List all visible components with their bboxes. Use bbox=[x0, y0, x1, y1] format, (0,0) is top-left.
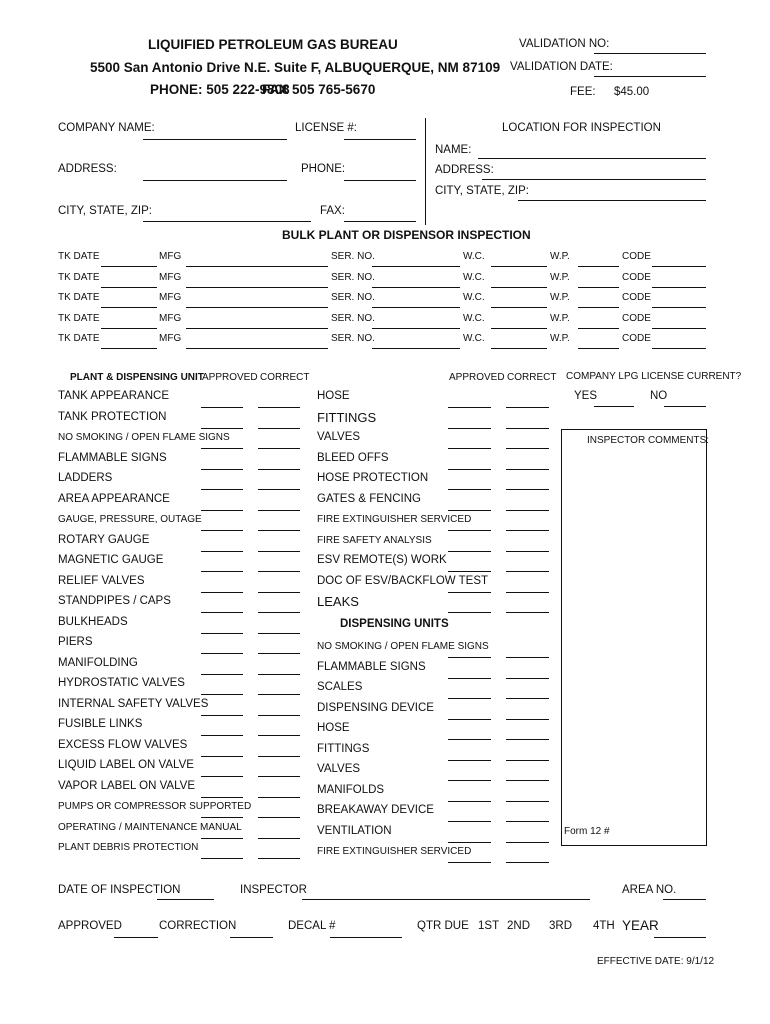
validation-date-field[interactable] bbox=[594, 76, 706, 77]
code-field[interactable] bbox=[652, 266, 706, 267]
left-item-correct-field[interactable] bbox=[258, 817, 300, 818]
right-item-approved-field[interactable] bbox=[448, 530, 491, 531]
right-item-approved-field[interactable] bbox=[448, 407, 491, 408]
dispensing-item-label: NO SMOKING / OPEN FLAME SIGNS bbox=[317, 641, 489, 652]
validation-no-label: VALIDATION NO: bbox=[519, 38, 610, 50]
inspector-field[interactable] bbox=[302, 899, 590, 900]
left-item-label: EXCESS FLOW VALVES bbox=[58, 738, 188, 751]
wc-field[interactable] bbox=[491, 287, 547, 288]
dispensing-item-label: HOSE bbox=[317, 722, 350, 734]
left-item-label: NO SMOKING / OPEN FLAME SIGNS bbox=[58, 432, 230, 443]
dispensing-item-correct-field[interactable] bbox=[506, 842, 549, 843]
dispensing-item-approved-field[interactable] bbox=[448, 780, 491, 781]
wc-label: W.C. bbox=[463, 312, 485, 324]
left-item-label: GAUGE, PRESSURE, OUTAGE bbox=[58, 514, 202, 525]
right-item-correct-field[interactable] bbox=[506, 407, 549, 408]
company-csz-label: CITY, STATE, ZIP: bbox=[58, 205, 152, 217]
wc-label: W.C. bbox=[463, 333, 485, 344]
license-field[interactable] bbox=[344, 139, 416, 140]
left-item-correct-field[interactable] bbox=[258, 428, 300, 429]
left-item-correct-field[interactable] bbox=[258, 510, 300, 511]
company-address-label: ADDRESS: bbox=[58, 163, 117, 175]
area-no-label: AREA NO. bbox=[622, 884, 677, 896]
right-item-correct-field[interactable] bbox=[506, 612, 549, 613]
company-fax-label: FAX: bbox=[320, 205, 345, 217]
ser-no-label: SER. NO. bbox=[331, 251, 375, 262]
mfg-field[interactable] bbox=[186, 328, 328, 329]
form-12-label: Form 12 # bbox=[564, 826, 610, 837]
left-item-approved-field[interactable] bbox=[201, 756, 243, 757]
left-item-correct-field[interactable] bbox=[258, 592, 300, 593]
bulk-title: BULK PLANT OR DISPENSOR INSPECTION bbox=[282, 228, 531, 242]
left-item-correct-field[interactable] bbox=[258, 858, 300, 859]
dispensing-item-correct-field[interactable] bbox=[506, 801, 549, 802]
dispensing-item-approved-field[interactable] bbox=[448, 821, 491, 822]
approved-header-right: APPROVED bbox=[449, 372, 505, 383]
left-item-approved-field[interactable] bbox=[201, 448, 243, 449]
fee-label: FEE: bbox=[570, 86, 596, 98]
left-item-label: OPERATING / MAINTENANCE MANUAL bbox=[58, 821, 242, 833]
license-no-label: NO bbox=[650, 390, 668, 402]
mfg-field[interactable] bbox=[186, 266, 328, 267]
left-item-correct-field[interactable] bbox=[258, 715, 300, 716]
left-item-label: FUSIBLE LINKS bbox=[58, 718, 143, 730]
dispensing-item-approved-field[interactable] bbox=[448, 657, 491, 658]
left-item-correct-field[interactable] bbox=[258, 571, 300, 572]
dispensing-item-approved-field[interactable] bbox=[448, 760, 491, 761]
area-no-field[interactable] bbox=[663, 899, 706, 900]
right-item-label: FIRE SAFETY ANALYSIS bbox=[317, 534, 432, 546]
right-item-label: HOSE bbox=[317, 390, 350, 402]
dispensing-item-correct-field[interactable] bbox=[506, 862, 549, 863]
code-field[interactable] bbox=[652, 348, 706, 349]
wp-label: W.P. bbox=[550, 333, 570, 344]
dispensing-item-label: FIRE EXTINGUISHER SERVICED bbox=[317, 846, 472, 857]
left-item-correct-field[interactable] bbox=[258, 489, 300, 490]
left-item-label: PIERS bbox=[58, 636, 93, 648]
dispensing-item-correct-field[interactable] bbox=[506, 657, 549, 658]
tk-date-label: TK DATE bbox=[58, 333, 100, 344]
wc-field[interactable] bbox=[491, 348, 547, 349]
left-item-approved-field[interactable] bbox=[201, 407, 243, 408]
license-current-question: COMPANY LPG LICENSE CURRENT? bbox=[566, 371, 742, 382]
tk-date-field[interactable] bbox=[101, 287, 157, 288]
left-item-label: MAGNETIC GAUGE bbox=[58, 554, 164, 566]
inspector-comments-box[interactable] bbox=[561, 429, 710, 846]
qtr-2nd: 2ND bbox=[507, 920, 531, 932]
right-item-label: FITTINGS bbox=[317, 409, 377, 425]
left-item-correct-field[interactable] bbox=[258, 530, 300, 531]
dispensing-item-label: SCALES bbox=[317, 681, 363, 693]
bureau-address: 5500 San Antonio Drive N.E. Suite F, ALBUQUERQUE, NM 87109 bbox=[90, 60, 501, 75]
left-item-label: LIQUID LABEL ON VALVE bbox=[58, 759, 194, 771]
right-item-label: GATES & FENCING bbox=[317, 492, 421, 505]
left-item-approved-field[interactable] bbox=[201, 735, 243, 736]
code-label: CODE bbox=[622, 312, 651, 324]
location-address-label: ADDRESS: bbox=[435, 164, 494, 176]
right-item-approved-field[interactable] bbox=[448, 448, 491, 449]
dispensing-item-approved-field[interactable] bbox=[448, 719, 491, 720]
left-item-label: AREA APPEARANCE bbox=[58, 492, 170, 505]
ser-no-field[interactable] bbox=[372, 287, 460, 288]
location-csz-label: CITY, STATE, ZIP: bbox=[435, 185, 529, 197]
wp-field[interactable] bbox=[578, 328, 619, 329]
left-item-approved-field[interactable] bbox=[201, 797, 243, 798]
left-item-label: HYDROSTATIC VALVES bbox=[58, 677, 185, 689]
decal-field[interactable] bbox=[330, 937, 402, 938]
left-item-approved-field[interactable] bbox=[201, 510, 243, 511]
mfg-field[interactable] bbox=[186, 348, 328, 349]
right-item-correct-field[interactable] bbox=[506, 510, 549, 511]
tk-date-field[interactable] bbox=[101, 328, 157, 329]
ser-no-field[interactable] bbox=[372, 348, 460, 349]
wc-field[interactable] bbox=[491, 266, 547, 267]
right-item-approved-field[interactable] bbox=[448, 571, 491, 572]
left-item-label: ROTARY GAUGE bbox=[58, 533, 150, 546]
approved-field[interactable] bbox=[114, 937, 158, 938]
company-name-label: COMPANY NAME: bbox=[58, 122, 155, 134]
date-of-inspection-field[interactable] bbox=[157, 899, 214, 900]
code-label: CODE bbox=[622, 271, 651, 283]
right-item-label: HOSE PROTECTION bbox=[317, 472, 429, 484]
left-item-approved-field[interactable] bbox=[201, 489, 243, 490]
inspector-comments-title: INSPECTOR COMMENTS: bbox=[587, 435, 710, 446]
right-item-label: BLEED OFFS bbox=[317, 451, 389, 464]
left-item-correct-field[interactable] bbox=[258, 674, 300, 675]
license-yes-label: YES bbox=[574, 390, 598, 402]
left-item-correct-field[interactable] bbox=[258, 653, 300, 654]
mfg-label: MFG bbox=[159, 251, 182, 262]
left-item-approved-field[interactable] bbox=[201, 817, 243, 818]
location-name-field[interactable] bbox=[478, 158, 706, 159]
qtr-1st: 1ST bbox=[478, 920, 500, 932]
right-item-label: ESV REMOTE(S) WORK bbox=[317, 554, 447, 566]
right-item-approved-field[interactable] bbox=[448, 469, 491, 470]
ser-no-label: SER. NO. bbox=[331, 333, 375, 344]
correction-field[interactable] bbox=[230, 937, 273, 938]
left-item-correct-field[interactable] bbox=[258, 756, 300, 757]
company-name-field[interactable] bbox=[143, 139, 287, 140]
section-divider bbox=[425, 118, 426, 225]
left-item-correct-field[interactable] bbox=[258, 838, 300, 839]
left-item-label: BULKHEADS bbox=[58, 615, 128, 628]
left-item-correct-field[interactable] bbox=[258, 448, 300, 449]
right-item-correct-field[interactable] bbox=[506, 592, 549, 593]
year-label: YEAR bbox=[622, 918, 659, 933]
left-item-approved-field[interactable] bbox=[201, 633, 243, 634]
ser-no-field[interactable] bbox=[372, 328, 460, 329]
dispensing-item-approved-field[interactable] bbox=[448, 801, 491, 802]
right-item-approved-field[interactable] bbox=[448, 510, 491, 511]
location-title: LOCATION FOR INSPECTION bbox=[502, 122, 661, 134]
company-fax-field[interactable] bbox=[344, 221, 416, 222]
right-item-label: FIRE EXTINGUISHER SERVICED bbox=[317, 514, 472, 525]
left-item-correct-field[interactable] bbox=[258, 551, 300, 552]
left-item-label: FLAMMABLE SIGNS bbox=[58, 451, 167, 464]
left-item-label: PLANT DEBRIS PROTECTION bbox=[58, 842, 199, 853]
mfg-label: MFG bbox=[159, 312, 182, 324]
approved-header-left: APPROVED bbox=[202, 372, 258, 383]
dispensing-item-label: MANIFOLDS bbox=[317, 783, 385, 796]
right-item-label: DOC OF ESV/BACKFLOW TEST bbox=[317, 574, 489, 587]
left-item-approved-field[interactable] bbox=[201, 694, 243, 695]
right-item-correct-field[interactable] bbox=[506, 530, 549, 531]
left-item-label: TANK PROTECTION bbox=[58, 410, 167, 423]
ser-no-label: SER. NO. bbox=[331, 292, 375, 303]
dispensing-title: DISPENSING UNITS bbox=[340, 618, 449, 630]
dispensing-item-correct-field[interactable] bbox=[506, 739, 549, 740]
ser-no-label: SER. NO. bbox=[331, 312, 375, 324]
wc-field[interactable] bbox=[491, 307, 547, 308]
wp-field[interactable] bbox=[578, 287, 619, 288]
right-item-approved-field[interactable] bbox=[448, 592, 491, 593]
validation-no-field[interactable] bbox=[594, 53, 706, 54]
tk-date-field[interactable] bbox=[101, 307, 157, 308]
code-label: CODE bbox=[622, 333, 651, 344]
tk-date-label: TK DATE bbox=[58, 312, 100, 324]
right-item-correct-field[interactable] bbox=[506, 551, 549, 552]
left-item-approved-field[interactable] bbox=[201, 858, 243, 859]
fee-value: $45.00 bbox=[614, 86, 650, 98]
right-item-correct-field[interactable] bbox=[506, 448, 549, 449]
right-item-correct-field[interactable] bbox=[506, 489, 549, 490]
left-item-label: PUMPS OR COMPRESSOR SUPPORTED bbox=[58, 801, 252, 812]
dispensing-item-approved-field[interactable] bbox=[448, 862, 491, 863]
tk-date-label: TK DATE bbox=[58, 251, 100, 262]
dispensing-item-approved-field[interactable] bbox=[448, 739, 491, 740]
company-phone-field[interactable] bbox=[344, 180, 416, 181]
tk-date-label: TK DATE bbox=[58, 271, 100, 283]
mfg-field[interactable] bbox=[186, 287, 328, 288]
dispensing-item-correct-field[interactable] bbox=[506, 821, 549, 822]
year-field[interactable] bbox=[654, 937, 706, 938]
wp-field[interactable] bbox=[578, 266, 619, 267]
left-item-approved-field[interactable] bbox=[201, 571, 243, 572]
right-item-correct-field[interactable] bbox=[506, 571, 549, 572]
left-item-approved-field[interactable] bbox=[201, 428, 243, 429]
plant-title: PLANT & DISPENSING UNIT bbox=[70, 372, 204, 383]
wp-label: W.P. bbox=[550, 251, 570, 262]
right-item-approved-field[interactable] bbox=[448, 612, 491, 613]
dispensing-item-label: FITTINGS bbox=[317, 742, 370, 755]
validation-date-label: VALIDATION DATE: bbox=[510, 61, 613, 73]
ser-no-field[interactable] bbox=[372, 307, 460, 308]
right-item-label: LEAKS bbox=[317, 594, 359, 609]
company-phone-label: PHONE: bbox=[301, 163, 346, 175]
correct-header-right: CORRECT bbox=[507, 372, 557, 383]
left-item-label: TANK APPEARANCE bbox=[58, 390, 169, 402]
wc-label: W.C. bbox=[463, 271, 485, 283]
qtr-4th: 4TH bbox=[593, 920, 615, 932]
decal-label: DECAL # bbox=[288, 920, 336, 932]
code-field[interactable] bbox=[652, 328, 706, 329]
code-label: CODE bbox=[622, 292, 651, 303]
left-item-label: VAPOR LABEL ON VALVE bbox=[58, 779, 195, 792]
wc-label: W.C. bbox=[463, 292, 485, 303]
left-item-correct-field[interactable] bbox=[258, 735, 300, 736]
correct-header-left: CORRECT bbox=[260, 372, 310, 383]
wp-field[interactable] bbox=[578, 307, 619, 308]
left-item-approved-field[interactable] bbox=[201, 530, 243, 531]
left-item-label: RELIEF VALVES bbox=[58, 574, 145, 587]
wp-label: W.P. bbox=[550, 312, 570, 324]
inspector-label: INSPECTOR bbox=[240, 884, 307, 896]
left-item-approved-field[interactable] bbox=[201, 715, 243, 716]
license-label: LICENSE #: bbox=[295, 122, 357, 134]
right-item-correct-field[interactable] bbox=[506, 428, 549, 429]
wc-label: W.C. bbox=[463, 251, 485, 262]
dispensing-item-approved-field[interactable] bbox=[448, 698, 491, 699]
left-item-label: STANDPIPES / CAPS bbox=[58, 595, 171, 607]
qtr-due-label: QTR DUE bbox=[417, 920, 469, 932]
right-item-correct-field[interactable] bbox=[506, 469, 549, 470]
tk-date-label: TK DATE bbox=[58, 292, 100, 303]
company-address-field[interactable] bbox=[143, 180, 287, 181]
left-item-label: INTERNAL SAFETY VALVES bbox=[58, 697, 209, 710]
ser-no-label: SER. NO. bbox=[331, 271, 375, 283]
right-item-label: VALVES bbox=[317, 431, 361, 443]
left-item-correct-field[interactable] bbox=[258, 694, 300, 695]
dispensing-item-approved-field[interactable] bbox=[448, 842, 491, 843]
company-csz-field[interactable] bbox=[143, 221, 311, 222]
dispensing-item-label: VENTILATION bbox=[317, 824, 392, 837]
mfg-label: MFG bbox=[159, 271, 182, 283]
dispensing-item-label: BREAKAWAY DEVICE bbox=[317, 804, 434, 816]
location-address-field[interactable] bbox=[482, 179, 706, 180]
code-field[interactable] bbox=[652, 287, 706, 288]
location-csz-field[interactable] bbox=[518, 200, 706, 201]
dispensing-item-correct-field[interactable] bbox=[506, 678, 549, 679]
dispensing-item-label: VALVES bbox=[317, 763, 361, 775]
dispensing-item-approved-field[interactable] bbox=[448, 678, 491, 679]
dispensing-item-label: DISPENSING DEVICE bbox=[317, 701, 434, 714]
left-item-correct-field[interactable] bbox=[258, 776, 300, 777]
left-item-correct-field[interactable] bbox=[258, 797, 300, 798]
license-no-field[interactable] bbox=[664, 406, 706, 407]
ser-no-field[interactable] bbox=[372, 266, 460, 267]
tk-date-field[interactable] bbox=[101, 348, 157, 349]
left-item-approved-field[interactable] bbox=[201, 469, 243, 470]
bureau-title: LIQUIFIED PETROLEUM GAS BUREAU bbox=[148, 37, 398, 52]
left-item-approved-field[interactable] bbox=[201, 838, 243, 839]
wp-label: W.P. bbox=[550, 292, 570, 303]
code-label: CODE bbox=[622, 251, 651, 262]
left-item-correct-field[interactable] bbox=[258, 633, 300, 634]
dispensing-item-correct-field[interactable] bbox=[506, 780, 549, 781]
license-yes-field[interactable] bbox=[594, 406, 634, 407]
correction-label: CORRECTION bbox=[159, 920, 237, 932]
dispensing-item-correct-field[interactable] bbox=[506, 698, 549, 699]
wp-field[interactable] bbox=[578, 348, 619, 349]
left-item-approved-field[interactable] bbox=[201, 592, 243, 593]
mfg-field[interactable] bbox=[186, 307, 328, 308]
left-item-approved-field[interactable] bbox=[201, 612, 243, 613]
left-item-approved-field[interactable] bbox=[201, 776, 243, 777]
tk-date-field[interactable] bbox=[101, 266, 157, 267]
left-item-label: MANIFOLDING bbox=[58, 656, 138, 669]
effective-date: EFFECTIVE DATE: 9/1/12 bbox=[597, 956, 715, 967]
right-item-approved-field[interactable] bbox=[448, 428, 491, 429]
bureau-phone: PHONE: 505 222-9808 bbox=[150, 82, 290, 97]
location-name-label: NAME: bbox=[435, 144, 472, 156]
dispensing-item-label: FLAMMABLE SIGNS bbox=[317, 660, 426, 673]
approved-label: APPROVED bbox=[58, 920, 122, 932]
right-item-approved-field[interactable] bbox=[448, 489, 491, 490]
left-item-correct-field[interactable] bbox=[258, 612, 300, 613]
code-field[interactable] bbox=[652, 307, 706, 308]
qtr-3rd: 3RD bbox=[549, 920, 573, 932]
left-item-correct-field[interactable] bbox=[258, 407, 300, 408]
mfg-label: MFG bbox=[159, 333, 182, 344]
left-item-approved-field[interactable] bbox=[201, 551, 243, 552]
mfg-label: MFG bbox=[159, 292, 182, 303]
left-item-correct-field[interactable] bbox=[258, 469, 300, 470]
left-item-label: LADDERS bbox=[58, 472, 113, 484]
left-item-approved-field[interactable] bbox=[201, 674, 243, 675]
left-item-approved-field[interactable] bbox=[201, 653, 243, 654]
right-item-approved-field[interactable] bbox=[448, 551, 491, 552]
dispensing-item-correct-field[interactable] bbox=[506, 719, 549, 720]
dispensing-item-correct-field[interactable] bbox=[506, 760, 549, 761]
wc-field[interactable] bbox=[491, 328, 547, 329]
bureau-fax: FAX 505 765-5670 bbox=[262, 82, 376, 97]
date-of-inspection-label: DATE OF INSPECTION bbox=[58, 884, 181, 896]
wp-label: W.P. bbox=[550, 271, 570, 283]
